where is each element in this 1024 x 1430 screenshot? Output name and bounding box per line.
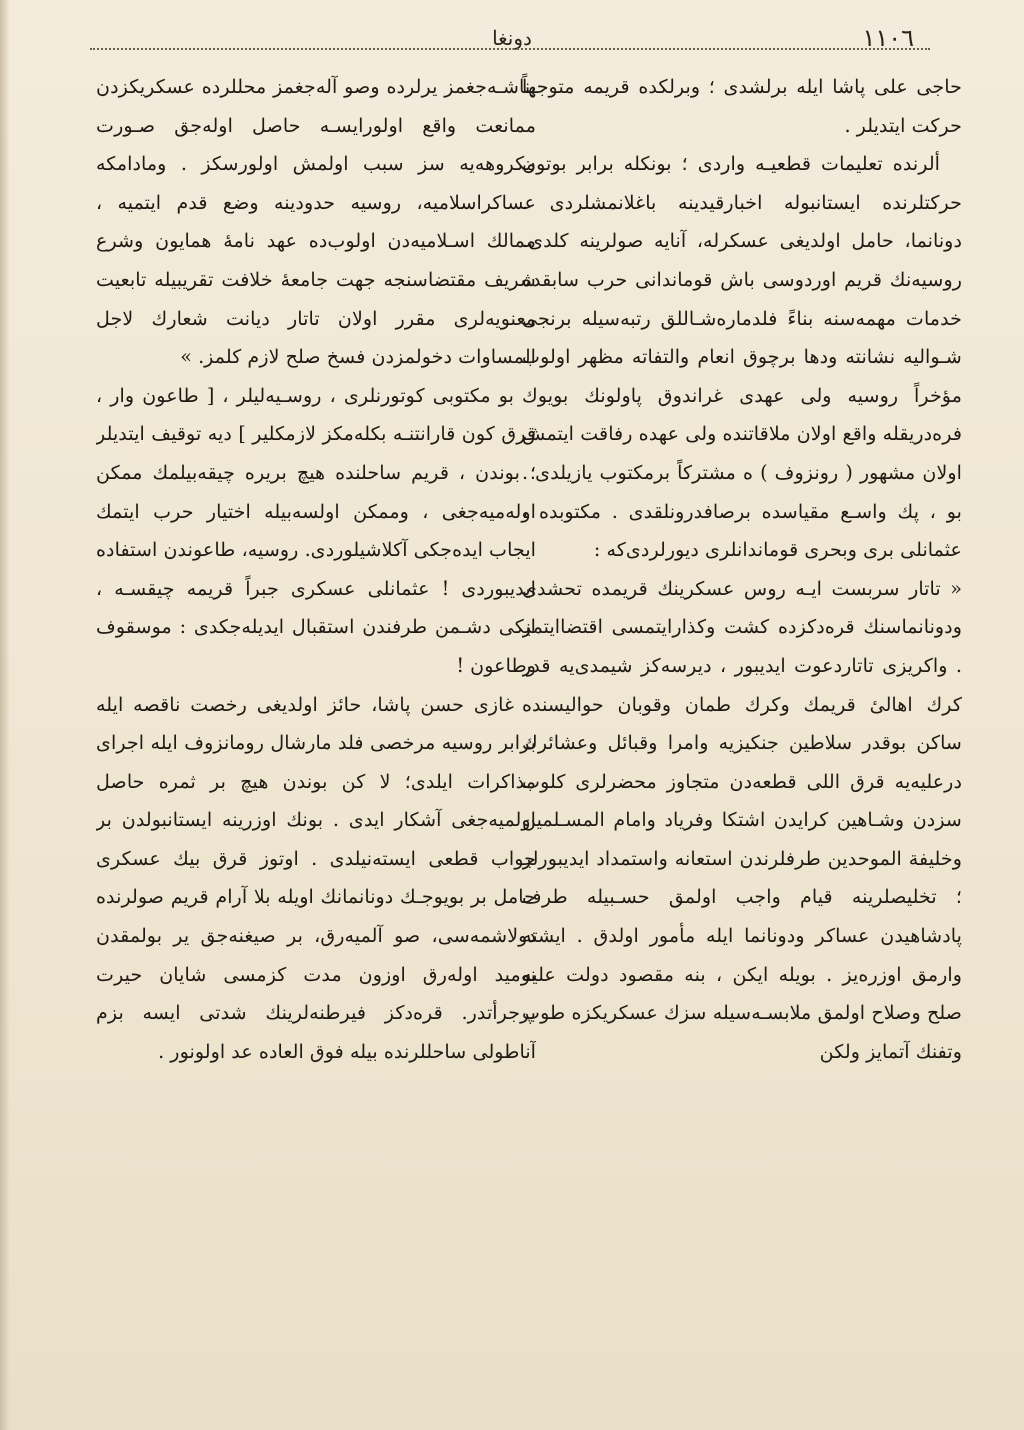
paragraph: حاجی علی پاشا ایله برلشدی ؛ وبرلكده قریمه متوجهاً حركت ایتدیلر . xyxy=(522,75,962,137)
page-number: ١١٠٦ xyxy=(862,24,914,52)
paragraph: ألرنده تعلیمات قطعیـه واردی ؛ بونكله برابر بوتون حركتلرنده ایستانبوله اخبارقیدینه باغلانمشلردی . دونانما، حامل اولدیغی عسكرله، آنایه صولرینه كلدی. روسیه‌نك قریم اوردوسی باش قوماندانی حرب سابقده خدمات مهمه‌سنه بناءً فلدمارەشـاللق رتبه‌سیله برنجی شـوالیه نشانته ودها برچوق انعام والتفاته مظهر اولوب مؤخراً روسیه ولی عهدی غراندوق پاولونك بویوك فرەدریقله واقع اولان ملاقاتنده ولی عهده رفاقت ایتمش اولان مشهور ( رونزوف ) ه مشتركاً برمكتوب یازیلدی . بو ، پك واسـع مقیاسده برصافدرونلقدی . مكتوبده ، عثمانلی بری وبحری قوماندانلری دیورلردی‌كه : xyxy=(522,152,962,562)
running-title: دونغا xyxy=(492,26,532,50)
paragraph: غازی حسن پاشا، حائز اولدیغی رخصت ناقصه ایله برابر روسیه مرخصی فلد مارشال رومانزوف ایله اجرای مذاكرات ایلدی؛ لا كن بوندن هیچ بر ثمره حاصل اولمیه‌جغی آشكار ایدی . بونك اوزرینه ایستانبولدن بر جواب قطعی ایسته‌نیلدی . اوتوز قرق بیك عسكری حامل بر بویوجـك دونانمانك اویله بلا آرام قریم صولرنده دولاشمه‌سی، صو آلمیه‌رق، بر صیغنه‌جق یر بولمقدن نومید اوله‌رق اوزون مدت كزمسی شایان حیرت برجرأتدر. قره‌دكز فیرطنه‌لرینك شدتی ایسه بزم آناطولی ساحللرنده بیله فوق العاده عد اولونور . xyxy=(96,692,536,1063)
quoted-letter-continued: یناشـه‌جغمز یرلرده وصو آله‌جغمز محللرده عسكریكزدن ممانعت واقع اولورایسـه حاصل اوله‌جق صـورت مكروهه‌یه سز سبب اولمش اولورسكز . ومادامكه عساكراسلامیه، روسیه حدودینه وضع قدم ایتمیه ، ممالك اسـلامیه‌دن اولوب‌ده عهد نامهٔ همایون وشرع شریف مقتضاسنجه جهت جامعهٔ خلافت تقریبیله تابعیت معنویه‌لری مقرر اولان تاتار دیانت شعارك لاجل المساوات دخولمزدن فسخ صلح لازم كلمز. » xyxy=(96,75,536,369)
page-edge-shadow xyxy=(0,0,10,1430)
paragraph: بو مكتوبی كوتورنلری ، روسـیه‌لیلر ، [ طاعون وار ، قرق كون قارانتنـه بكله‌مكز لازمكلیر ] دیه توقیف ایتدیلر ؛ بوندن ، قریم ساحلنده هیچ بریره چیقه‌بیلمك ممكن اوله‌میه‌جغی ، وممكن اولسه‌بیله اختیار حرب ایتمك ایجاب ایده‌جكی آكلاشیلوردی. روسیه، طاعوندن استفاده ایدیبوردی ! عثمانلی عسكری جبراً قریمه چیقسـه ، ایكی دشـمن طرفندن استقبال ایدیله‌جكدی : موسقوف وطاعون ! xyxy=(96,383,536,677)
page-header xyxy=(70,22,954,58)
left-column xyxy=(96,68,536,1388)
quoted-letter: « تاتار سربست ایـه روس عسكرینك قریمده تحشدی ودونانماسنك قره‌دكزده كشت وكذارایتمسی اقتضاایتمز . واكریزی تاتاردعوت ایدیبور ، دیرسه‌كز شیمدی‌یه قدر كرك اهالیٔ قریمك وكرك طمان وقوبان حوالیسنده ساكن بوقدر سلاطین جنكیزیه وامرا وقبائل وعشائرك درعلیه‌یه قرق اللی قطعه‌دن متجاوز محضرلری كلوب سزدن وشـاهین كرایدن اشتكا وفریاد وامام المسـلمین وخلیفة الموحدین طرفلرندن استعانه واستمداد ایدیبورلر ؛ تخلیصلرینه قیام واجب اولمق حسـبیله طرف پادشاهیدن عساكر ودونانما ایله مأمور اولدق . ایشته وارمق اوزره‌یز . بویله ایكن ، بنه مقصود دولت علیه صلح وصلاح اولمق ملابسـه‌سیله سزك عسكریكزه طوپ وتفنك آتمایز ولكن xyxy=(522,576,962,1063)
right-column xyxy=(522,68,962,1388)
header-rule xyxy=(90,48,930,52)
